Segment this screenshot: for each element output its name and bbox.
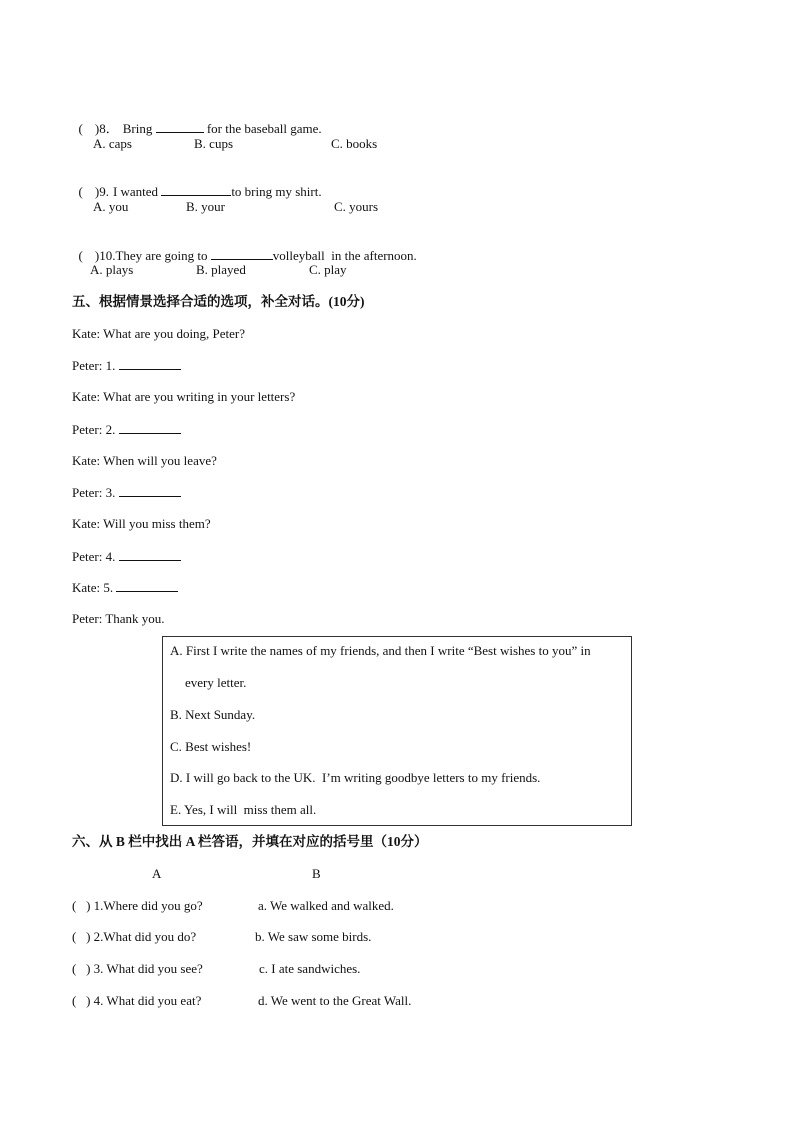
options-box <box>162 636 632 826</box>
option-b: B. your <box>186 199 225 214</box>
question-text-pre: Bring <box>122 121 156 136</box>
match-question: ( ) 1.Where did you go? <box>72 898 203 913</box>
option-c: C. yours <box>334 199 379 214</box>
match-answer: a. We walked and walked. <box>258 898 394 913</box>
speaker: Peter: <box>72 611 103 626</box>
paren-left: ( <box>78 248 83 263</box>
paren-left: ( <box>78 121 83 136</box>
option-b: B. played <box>196 262 246 277</box>
utterance: 4. <box>105 549 116 564</box>
question-text-post: volleyball in the afternoon. <box>272 248 417 263</box>
dialogue-line <box>72 484 181 501</box>
speaker: Kate: <box>72 326 101 341</box>
question-9 <box>72 167 322 200</box>
dialogue-line <box>72 579 178 596</box>
utterance: 1. <box>105 358 116 373</box>
answer-blank[interactable] <box>119 357 181 370</box>
speaker: Kate: <box>72 453 101 468</box>
dialogue-line <box>72 421 181 438</box>
answer-blank[interactable] <box>116 579 178 592</box>
speaker: Kate: <box>72 389 101 404</box>
paren-right: ) <box>94 248 100 263</box>
option-a: A. First I write the names of my friends, and then I write “Best wishes to you” in <box>170 643 591 658</box>
option-a: A. caps <box>93 136 132 151</box>
option-c: C. Best wishes! <box>170 739 252 754</box>
answer-blank[interactable] <box>156 120 204 133</box>
option-b: B. Next Sunday. <box>170 707 256 722</box>
question-number: 10. <box>99 248 116 263</box>
speaker: Kate: <box>72 516 101 531</box>
question-text-pre: I wanted <box>112 184 162 199</box>
dialogue-line <box>72 357 181 374</box>
option-c: C. books <box>331 136 378 151</box>
dialogue-line <box>72 326 245 342</box>
column-a-header: A <box>152 866 162 881</box>
utterance: Will you miss them? <box>103 516 211 531</box>
speaker: Kate: <box>72 580 101 595</box>
utterance: What are you writing in your letters? <box>103 389 296 404</box>
section-6-title: 六、从 B 栏中找出 A 栏答语，并填在对应的括号里（10分） <box>72 834 428 849</box>
dialogue-line <box>72 389 295 405</box>
section-5-title: 五、根据情景选择合适的选项，补全对话。(10分) <box>72 294 365 309</box>
utterance: When will you leave? <box>103 453 217 468</box>
question-number: 9. <box>99 184 109 199</box>
answer-blank[interactable] <box>119 421 181 434</box>
paren-right: ) <box>94 121 100 136</box>
utterance: 3. <box>105 485 116 500</box>
dialogue-line <box>72 611 165 627</box>
question-8 <box>72 104 322 137</box>
match-question: ( ) 4. What did you eat? <box>72 993 202 1008</box>
utterance: 5. <box>103 580 114 595</box>
answer-blank[interactable] <box>211 247 273 260</box>
utterance: What are you doing, Peter? <box>103 326 246 341</box>
match-question: ( ) 2.What did you do? <box>72 929 197 944</box>
speaker: Peter: <box>72 422 103 437</box>
answer-blank[interactable] <box>119 548 181 561</box>
paren-right: ) <box>94 184 100 199</box>
option-e: E. Yes, I will miss them all. <box>170 802 317 817</box>
dialogue-line <box>72 453 217 469</box>
option-a: A. plays <box>90 262 134 277</box>
speaker: Peter: <box>72 549 103 564</box>
match-question: ( ) 3. What did you see? <box>72 961 203 976</box>
question-text-pre: They are going to <box>115 248 211 263</box>
match-answer: b. We saw some birds. <box>255 929 372 944</box>
utterance: Thank you. <box>105 611 165 626</box>
question-number: 8． <box>99 121 119 136</box>
speaker: Peter: <box>72 358 103 373</box>
option-c: C. play <box>309 262 347 277</box>
dialogue-line <box>72 516 211 532</box>
question-text-post: for the baseball game. <box>203 121 322 136</box>
match-answer: d. We went to the Great Wall. <box>258 993 412 1008</box>
speaker: Peter: <box>72 485 103 500</box>
option-a-continued: every letter. <box>185 675 247 690</box>
answer-blank[interactable] <box>119 484 181 497</box>
option-a: A. you <box>93 199 129 214</box>
question-text-post: to bring my shirt. <box>231 184 322 199</box>
paren-left: ( <box>78 184 83 199</box>
match-answer: c. I ate sandwiches. <box>259 961 361 976</box>
dialogue-line <box>72 548 181 565</box>
option-b: B. cups <box>194 136 233 151</box>
column-b-header: B <box>312 866 321 881</box>
option-d: D. I will go back to the UK. I’m writing goodbye letters to my friends. <box>170 770 541 785</box>
utterance: 2. <box>105 422 116 437</box>
answer-blank[interactable] <box>161 183 231 196</box>
question-10 <box>72 231 417 264</box>
